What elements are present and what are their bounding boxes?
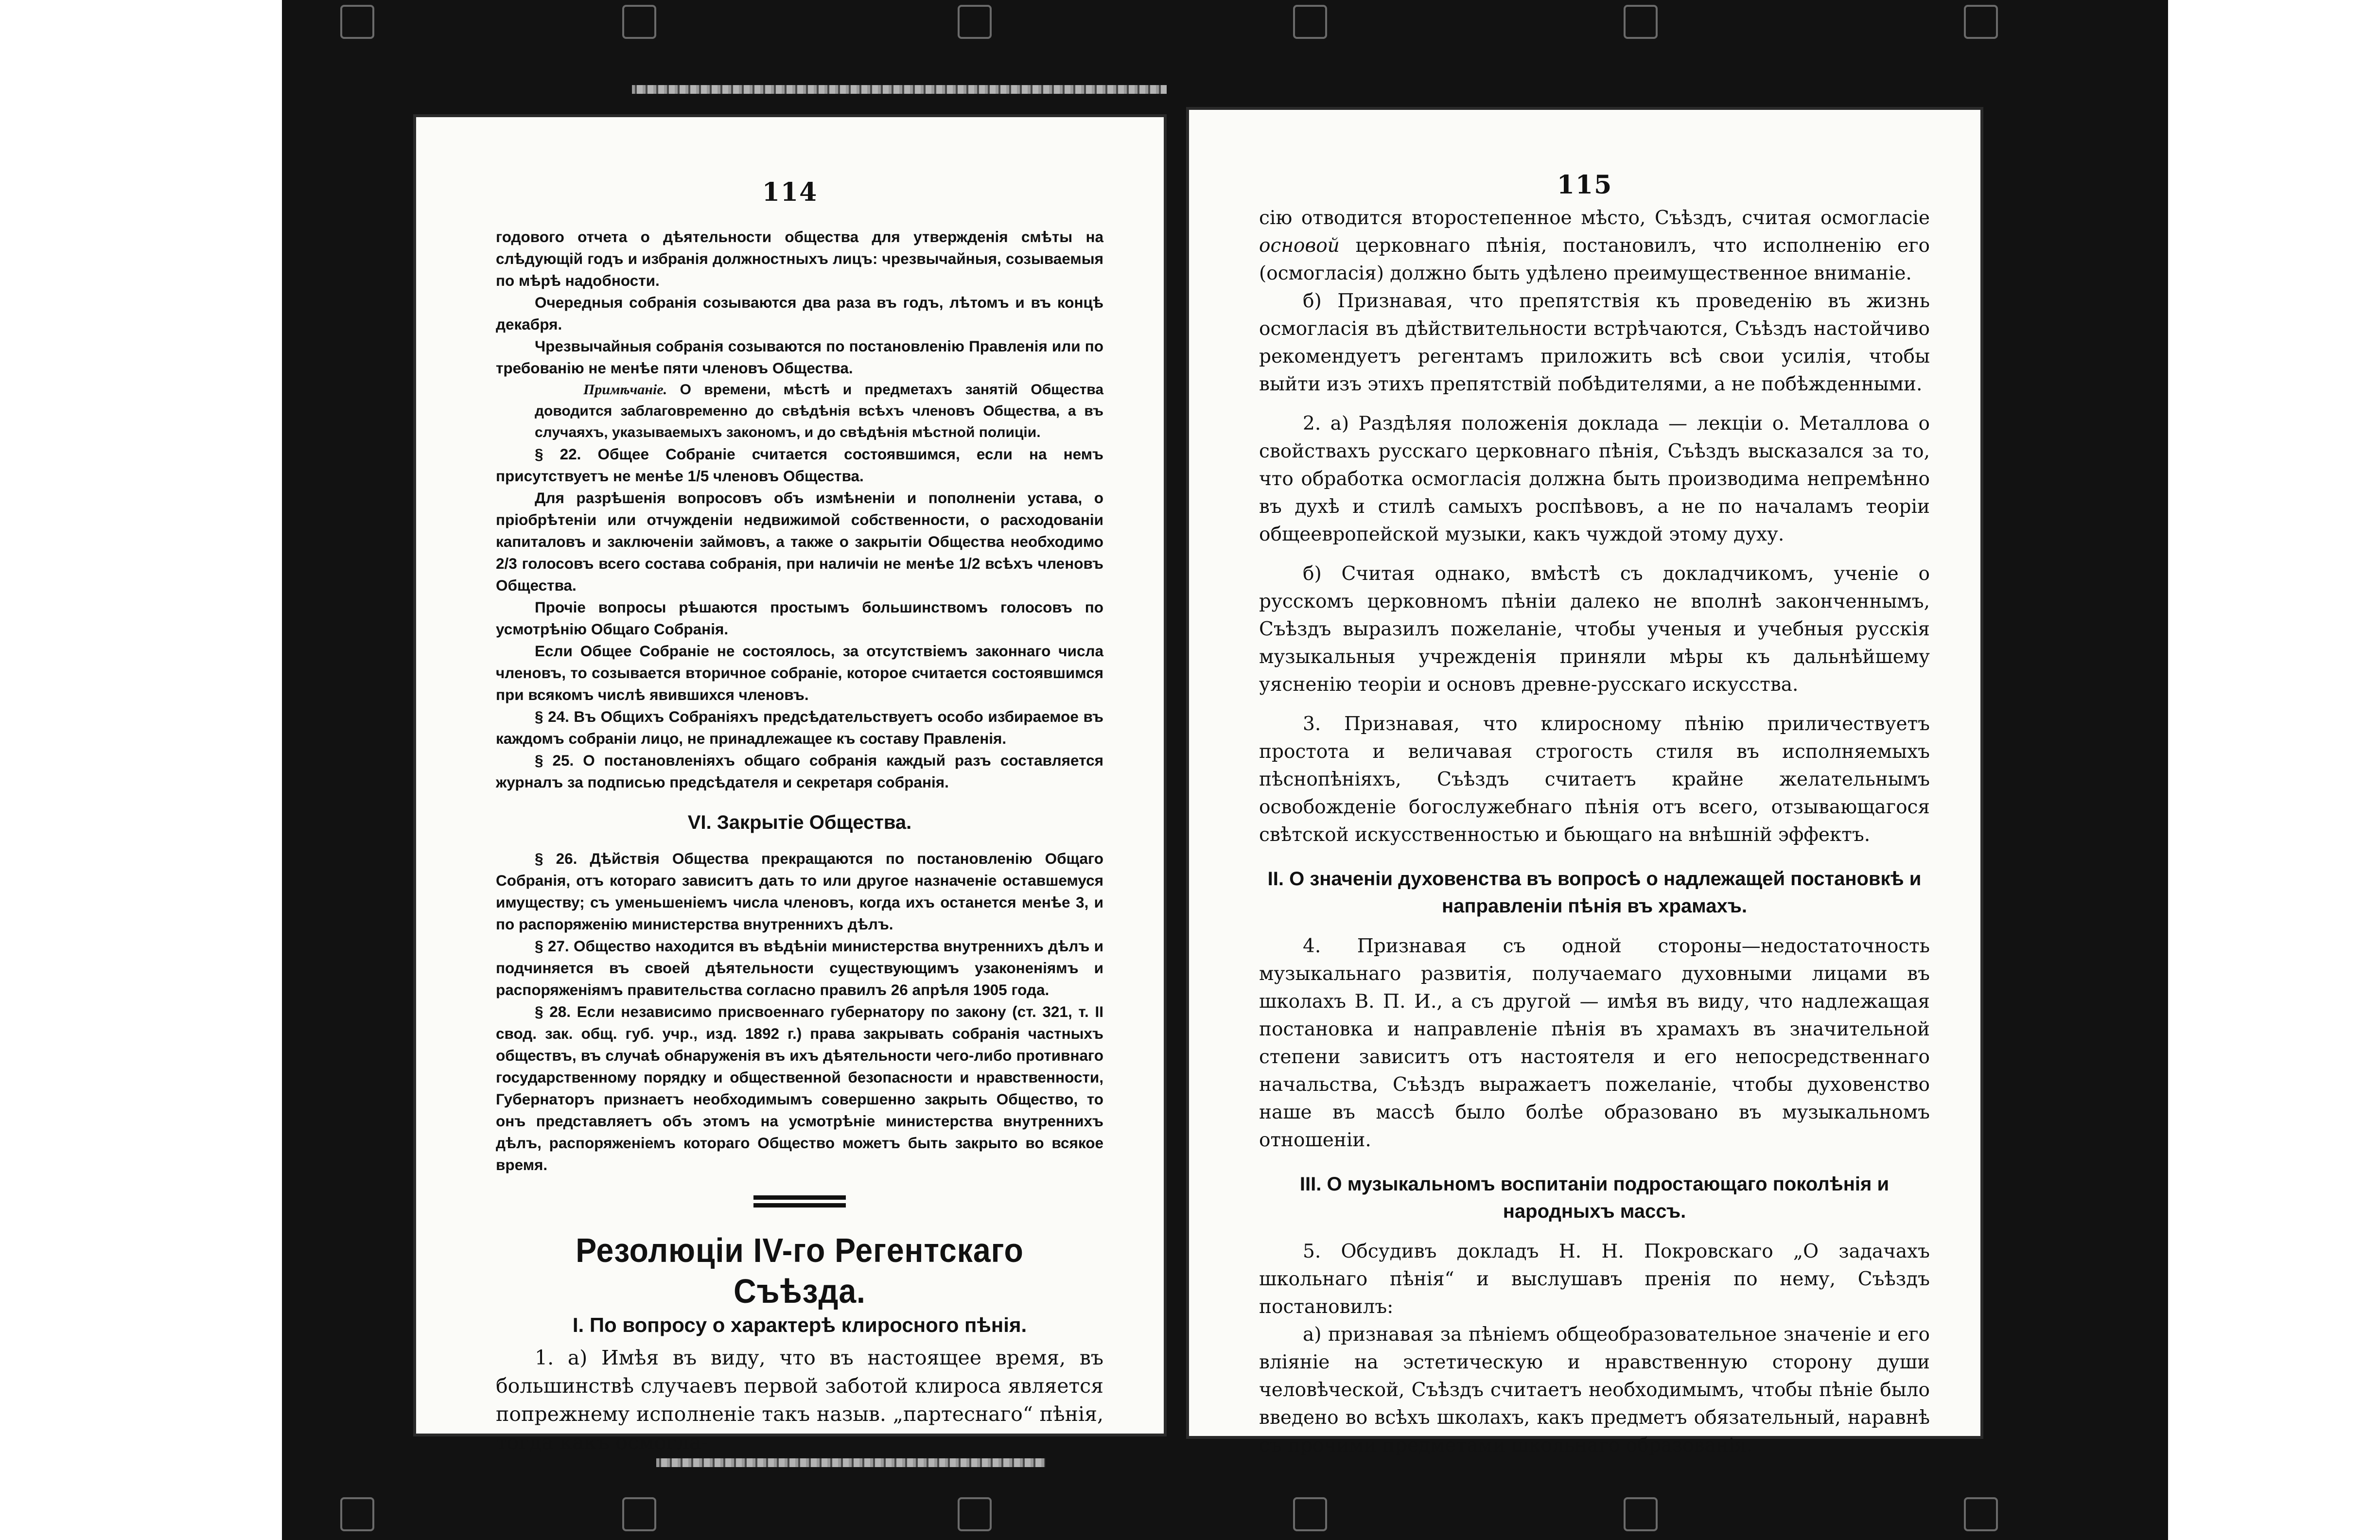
paragraph: б) Считая однако, вмѣстѣ съ докладчикомъ, ученіе о русскомъ церковномъ пѣніи далеко не вполнѣ законченнымъ, Съѣздъ выразилъ пожеланіе, чтобы ученыя и учебныя русскія музыкальныя учрежденія приняли мѣры къ дальнѣйшему уясненію теоріи и основъ древне-русскаго искусства. — [1259, 563, 1930, 696]
paragraph — [1259, 204, 1930, 287]
sprocket-hole — [622, 5, 656, 39]
double-rule-divider — [753, 1195, 846, 1208]
paragraph: § 25. О постановленіяхъ общаго собранія каждый разъ составляется журналъ за подписью предсѣдателя и секретаря собранія. — [496, 752, 1103, 791]
paragraph: Для разрѣшенія вопросовъ объ измѣненіи и пополненіи устава, о пріобрѣтеніи или отчужденіи недвижимой собственности, о расходованіи капиталовъ и заключеніи займовъ, а также о закрытіи Общества необходимо 2/3 голосовъ всего состава собранія, при наличіи не менѣе 1/2 всѣхъ членовъ Общества. — [496, 489, 1103, 594]
page-number-right: 115 — [1557, 170, 1613, 200]
paragraph: а) признавая за пѣніемъ общеобразовательное значеніе и его вліяніе на эстетическую и нравственную сторону души человѣческой, Съѣздъ считаетъ необходимымъ, чтобы пѣніе было введено во всѣхъ школахъ, какъ предметъ обязательный, наравнѣ съ прочими предметами школьнаго образованія. — [1259, 1324, 1930, 1456]
resolutions-title: Резолюціи IV-го Регентскаго Съѣзда. — [576, 1231, 1024, 1310]
text-run: сію отводится второстепенное мѣсто, Съѣздъ, считая осмогласіе — [1259, 207, 1930, 229]
text-run: церковнаго пѣнія, постановилъ, что исполненію его (осмогласія) должно быть удѣлено преимущественное вниманіе. — [1259, 235, 1930, 284]
paragraph: § 27. Общество находится въ вѣдѣніи министерства внутреннихъ дѣлъ и подчиняется въ своей дѣятельности существующимъ узаконеніямъ и распоряженіямъ правительства согласно правилъ 26 апрѣля 1905 года. — [496, 937, 1103, 998]
section-heading: II. О значеніи духовенства въ вопросѣ о надлежащей постановкѣ и направленіи пѣнія въ храмахъ. — [1267, 868, 1922, 917]
sprocket-hole — [958, 1497, 992, 1531]
paragraph: Чрезвычайныя собранія созываются по постановленію Правленія или по требованію не менѣе пяти членовъ Общества. — [496, 337, 1103, 377]
sprocket-hole — [622, 1497, 656, 1531]
paragraph: § 26. Дѣйствія Общества прекращаются по постановленію Общаго Собранія, отъ котораго зависитъ дать то или другое назначеніе оставшемуся имуществу; съ уменьшеніемъ числа членовъ, когда ихъ останется менѣе 3, и по распоряженію министерства внутреннихъ дѣлъ. — [496, 850, 1103, 933]
note-label: Примѣчаніе. — [583, 382, 667, 398]
section-heading: III. О музыкальномъ воспитаніи подростающаго поколѣнія и народныхъ массъ. — [1299, 1173, 1890, 1222]
paragraph: § 22. Общее Собраніе считается состоявшимся, если на немъ присутствуетъ не менѣе 1/5 членовъ Общества. — [496, 445, 1103, 485]
sprocket-hole — [1964, 5, 1998, 39]
sprocket-hole — [1624, 5, 1658, 39]
paragraph: Очередныя собранія созываются два раза въ годъ, лѣтомъ и въ концѣ декабря. — [496, 294, 1103, 333]
left-page — [413, 114, 1167, 1454]
sprocket-hole — [340, 5, 374, 39]
sprocket-hole — [340, 1497, 374, 1531]
sprocket-hole — [1624, 1497, 1658, 1531]
paragraph: 3. Признавая, что клиросному пѣнію приличествуетъ простота и величавая строгость стиля въ исполняемыхъ пѣснопѣніяхъ, Съѣздъ считаетъ крайне желательнымъ освобожденіе богослужебнаго пѣнія отъ всего, отзывающагося свѣтской искусственностью и бьющаго на внѣшній эффектъ. — [1259, 713, 1930, 846]
scan-noise — [656, 1458, 1045, 1467]
subsection-title: I. По вопросу о характерѣ клиросного пѣнія. — [572, 1313, 1027, 1336]
paragraph: 2. а) Раздѣляя положенія доклада — лекціи о. Металлова о свойствахъ русскаго церковнаго пѣнія, Съѣздъ высказался за то, что обработка осмогласія должна быть производима непремѣнно въ духѣ и стилѣ самыхъ роспѣвовъ, а не по началамъ теоріи общеевропейской музыки, какъ чуждой этому духу. — [1259, 413, 1930, 545]
paragraph: Прочіе вопросы рѣшаются простымъ большинствомъ голосовъ по усмотрѣнію Общаго Собранія. — [496, 598, 1103, 638]
paragraph: 5. Обсудивъ докладъ Н. Н. Покровскаго „О задачахъ школьнаго пѣнія“ и выслушавъ пренія по нему, Съѣздъ постановилъ: — [1259, 1241, 1930, 1318]
right-page — [1186, 107, 1983, 1456]
emphasis-word: основой — [1259, 235, 1340, 257]
note-paragraph — [535, 379, 1103, 443]
sprocket-hole — [1293, 1497, 1327, 1531]
section-heading: VI. Закрытіе Общества. — [687, 812, 912, 833]
paragraph: 4. Признавая съ одной стороны—недостаточность музыкальнаго развитія, получаемаго духовными лицами въ школахъ В. П. И., а съ другой — имѣя въ виду, что надлежащая постановка и направленіе пѣнія въ храмахъ въ значительной степени зависитъ отъ настоятеля и его непосредственнаго начальства, Съѣздъ выражаетъ пожеланіе, чтобы духовенство наше въ массѣ было болѣе образовано въ музыкальномъ отношеніи. — [1259, 935, 1930, 1151]
sprocket-hole — [958, 5, 992, 39]
paragraph: § 24. Въ Общихъ Собраніяхъ предсѣдательствуетъ особо избираемое въ каждомъ собраніи лицо, не принадлежащее къ составу Правленія. — [496, 708, 1103, 747]
paragraph: § 28. Если независимо присвоеннаго губернатору по закону (ст. 321, т. II свод. зак. общ. губ. учр., изд. 1892 г.) права закрывать собранія частныхъ обществъ, въ случаѣ обнаруженія въ ихъ дѣятельности чего-либо противнаго государственному порядку и общественной безопасности и нравственности, Губернаторъ признаетъ необходимымъ совершенно закрыть Общество, то онъ представляетъ объ этомъ на усмотрѣніе министерства внутреннихъ дѣлъ, распоряженіемъ котораго Общество можетъ быть закрыто во всякое время. — [496, 1003, 1103, 1173]
sprocket-hole — [1293, 5, 1327, 39]
right-page-content — [1259, 204, 1930, 1459]
paragraph: б) Признавая, что препятствія къ проведенію въ жизнь осмогласія въ дѣйствительности встрѣчаются, Съѣздъ настойчиво рекомендуетъ регентамъ приложить всѣ свои усилія, чтобы выйти изъ этихъ препятствій побѣдителями, а не побѣжденными. — [1259, 290, 1930, 395]
scan-noise — [632, 85, 1167, 94]
sprocket-hole — [1964, 1497, 1998, 1531]
page-number-left: 114 — [762, 177, 818, 207]
paragraph: 1. а) Имѣя въ виду, что въ настоящее время, въ большинствѣ случаевъ первой заботой клироса является попрежнему исполненіе такъ назыв. „партеснаго“ пѣнія, тогда какъ осмогла- — [496, 1346, 1103, 1454]
note-text: О времени, мѣстѣ и предметахъ занятій Общества доводится заблаговременно до свѣдѣнія всѣхъ членовъ Общества, а въ случаяхъ, указываемыхъ закономъ, и до свѣдѣнія мѣстной полиціи. — [535, 382, 1103, 440]
left-page-content — [496, 226, 1103, 1456]
paragraph: годового отчета о дѣятельности общества для утвержденія смѣты на слѣдующій годъ и избранія должностныхъ лицъ: чрезвычайныя, созываемыя по мѣрѣ надобности. — [496, 228, 1103, 289]
paragraph: Если Общее Собраніе не состоялось, за отсутствіемъ законнаго числа членовъ, то созывается вторичное собраніе, которое считается состоявшимся при всякомъ числѣ явившихся членовъ. — [496, 642, 1103, 703]
